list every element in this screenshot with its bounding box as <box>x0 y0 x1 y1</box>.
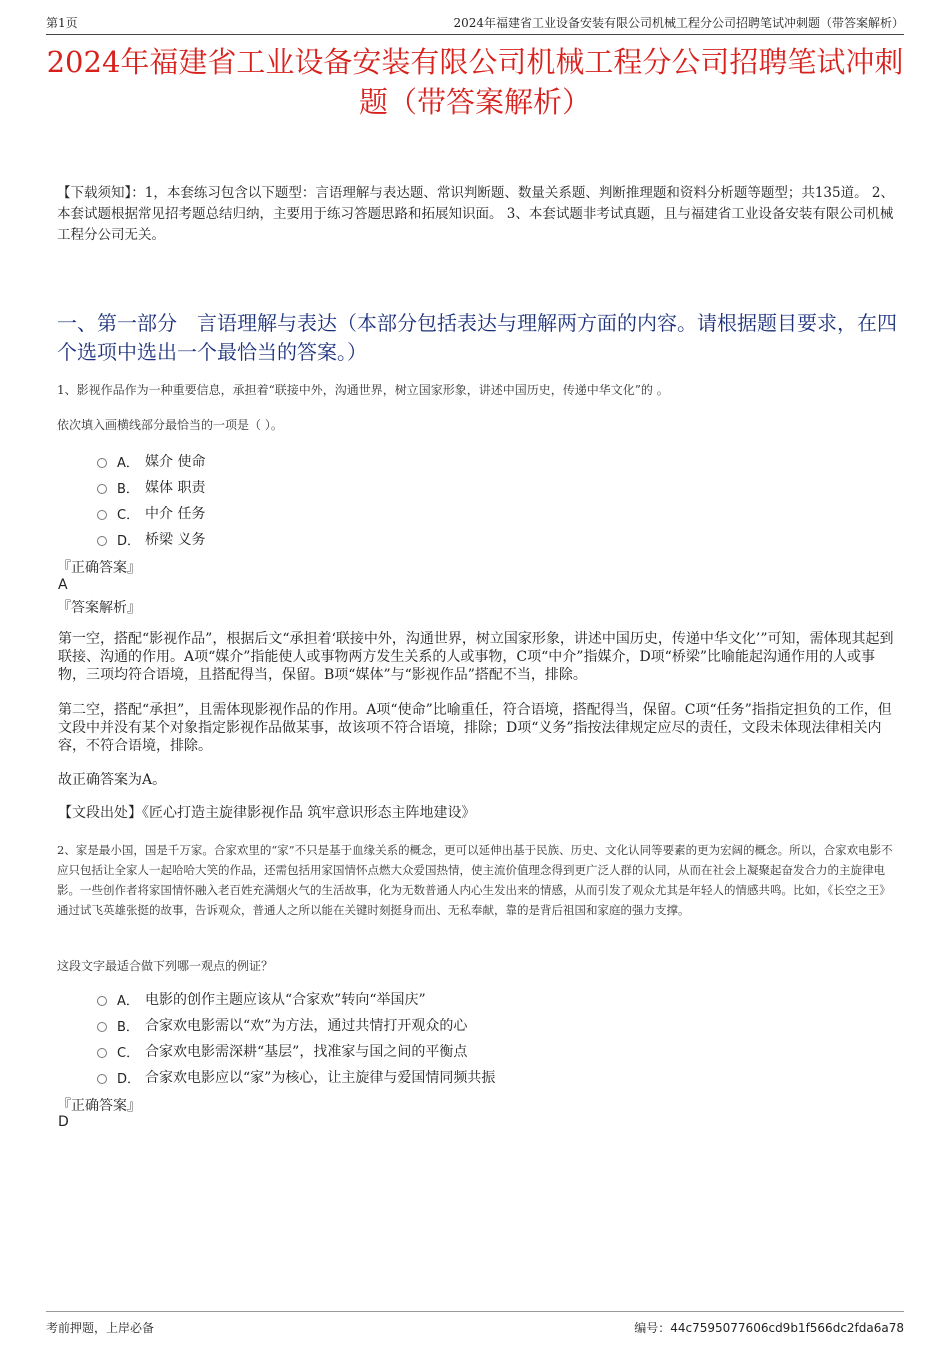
page-number: 第1页 <box>46 16 78 30</box>
q2-option-d[interactable] <box>97 1064 495 1090</box>
q2-option-b[interactable] <box>97 1012 495 1038</box>
option-text: 媒介 使命 <box>145 454 206 470</box>
radio-icon[interactable] <box>97 510 107 520</box>
q1-option-a[interactable] <box>97 448 205 474</box>
question-2-options <box>97 986 495 1090</box>
q1-answer: A <box>58 577 68 593</box>
q1-source: 【文段出处】《匠心打造主旋律影视作品 筑牢意识形态主阵地建设》 <box>58 805 476 821</box>
section-heading: 一、第一部分 言语理解与表达（本部分包括表达与理解两方面的内容。请根据题目要求，在四个选项中选出一个最恰当的答案。） <box>57 311 897 364</box>
option-text: 桥梁 义务 <box>145 532 206 548</box>
question-1-prompt: 依次填入画横线部分最恰当的一项是（ ）。 <box>57 418 283 432</box>
code-value: 44c7595077606cd9b1f566dc2fda6a78 <box>670 1321 904 1335</box>
option-text: 合家欢电影需深耕“基层”，找准家与国之间的平衡点 <box>145 1044 468 1060</box>
header-doc-title: 2024年福建省工业设备安装有限公司机械工程分公司招聘笔试冲刺题（带答案解析） <box>453 16 904 30</box>
question-1-stem: 1、影视作品作为一种重要信息，承担着“联接中外，沟通世界，树立国家形象，讲述中国历史，传递中华文化”的 。 <box>57 383 669 397</box>
option-letter: C． <box>117 1045 140 1061</box>
document-code <box>634 1319 904 1336</box>
option-letter: D． <box>117 1071 141 1087</box>
option-text: 合家欢电影需以“欢”为方法，通过共情打开观众的心 <box>145 1018 468 1034</box>
radio-icon[interactable] <box>97 1074 107 1084</box>
download-notice: 【下载须知】：1，本套练习包含以下题型：言语理解与表达题、常识判断题、数量关系题、判断推理题和资料分析题等题型；共135道。 2、本套试题根据常见招考题总结归纳，主要用于练习答题思路和拓展知识面。 3、本套试题非考试真题，且与福建省工业设备安装有限公司机械工程分公司无关。 <box>57 185 894 243</box>
code-label: 编号： <box>634 1321 671 1335</box>
footer-slogan: 考前押题，上岸必备 <box>46 1321 155 1335</box>
option-letter: D． <box>117 533 141 549</box>
question-2-prompt: 这段文字最适合做下列哪一观点的例证？ <box>57 959 274 973</box>
radio-icon[interactable] <box>97 484 107 494</box>
option-text: 电影的创作主题应该从“合家欢”转向“举国庆” <box>145 992 426 1008</box>
q2-option-c[interactable] <box>97 1038 495 1064</box>
option-letter: C． <box>117 507 140 523</box>
q1-option-c[interactable] <box>97 500 205 526</box>
option-letter: A． <box>117 455 139 471</box>
radio-icon[interactable] <box>97 1048 107 1058</box>
option-text: 中介 任务 <box>145 506 206 522</box>
document-title: 2024年福建省工业设备安装有限公司机械工程分公司招聘笔试冲刺题（带答案解析） <box>46 45 904 119</box>
option-letter: B． <box>117 1019 139 1035</box>
question-1-options <box>97 448 205 552</box>
option-text: 媒体 职责 <box>145 480 206 496</box>
page-footer <box>46 1311 904 1336</box>
radio-icon[interactable] <box>97 536 107 546</box>
radio-icon[interactable] <box>97 996 107 1006</box>
option-letter: B． <box>117 481 139 497</box>
option-letter: A． <box>117 993 139 1009</box>
q1-answer-label: 『正确答案』 <box>57 560 141 576</box>
radio-icon[interactable] <box>97 1022 107 1032</box>
page-header <box>46 14 904 35</box>
q1-analysis-label: 『答案解析』 <box>57 600 141 616</box>
q1-analysis-paragraph: 第一空，搭配“影视作品”，根据后文“承担着‘联接中外，沟通世界，树立国家形象，讲述中国历史，传递中华文化’”可知，需体现其起到联接、沟通的作用。A项“媒介”指能使人或事物两方发生关系的人或事物，C项“中介”指媒介，D项“桥梁”比喻能起沟通作用的人或事物，三项均符合语境，且搭配得当，保留。B项“媒体”与“影视作品”搭配不当，排除。 <box>58 631 894 683</box>
q1-option-b[interactable] <box>97 474 205 500</box>
q1-analysis-paragraph: 第二空，搭配“承担”，且需体现影视作品的作用。A项“使命”比喻重任，符合语境，搭配得当，保留。C项“任务”指指定担负的工作，但文段中并没有某个对象指定影视作品做某事，故该项不符合语境，排除；D项“义务”指按法律规定应尽的责任，文段未体现法律相关内容，不符合语境，排除。 <box>58 702 892 754</box>
option-text: 合家欢电影应以“家”为核心，让主旋律与爱国情同频共振 <box>145 1070 496 1086</box>
q2-answer: D <box>58 1114 69 1130</box>
q1-option-d[interactable] <box>97 526 205 552</box>
q2-answer-label: 『正确答案』 <box>57 1098 141 1114</box>
question-2-stem: 2、家是最小国，国是千万家。合家欢里的“家”不只是基于血缘关系的概念，更可以延伸出基于民族、历史、文化认同等要素的更为宏阔的概念。所以，合家欢电影不应只包括让全家人一起哈哈大笑的作品，还需包括用家国情怀点燃大众爱国热情，使主流价值理念得到更广泛人群的认同，从而在社会上凝聚起奋发合力的主旋律电影。一些创作者将家国情怀融入老百姓充满烟火气的生活故事，化为无数普通人内心生发出来的情感，从而引发了观众尤其是年轻人的情感共鸣。比如，《长空之王》通过试飞英雄张挺的故事，告诉观众，普通人之所以能在关键时刻挺身而出、无私奉献，靠的是背后祖国和家庭的强力支撑。 <box>57 843 893 917</box>
q2-option-a[interactable] <box>97 986 495 1012</box>
radio-icon[interactable] <box>97 458 107 468</box>
q1-conclusion: 故正确答案为A。 <box>58 772 167 788</box>
